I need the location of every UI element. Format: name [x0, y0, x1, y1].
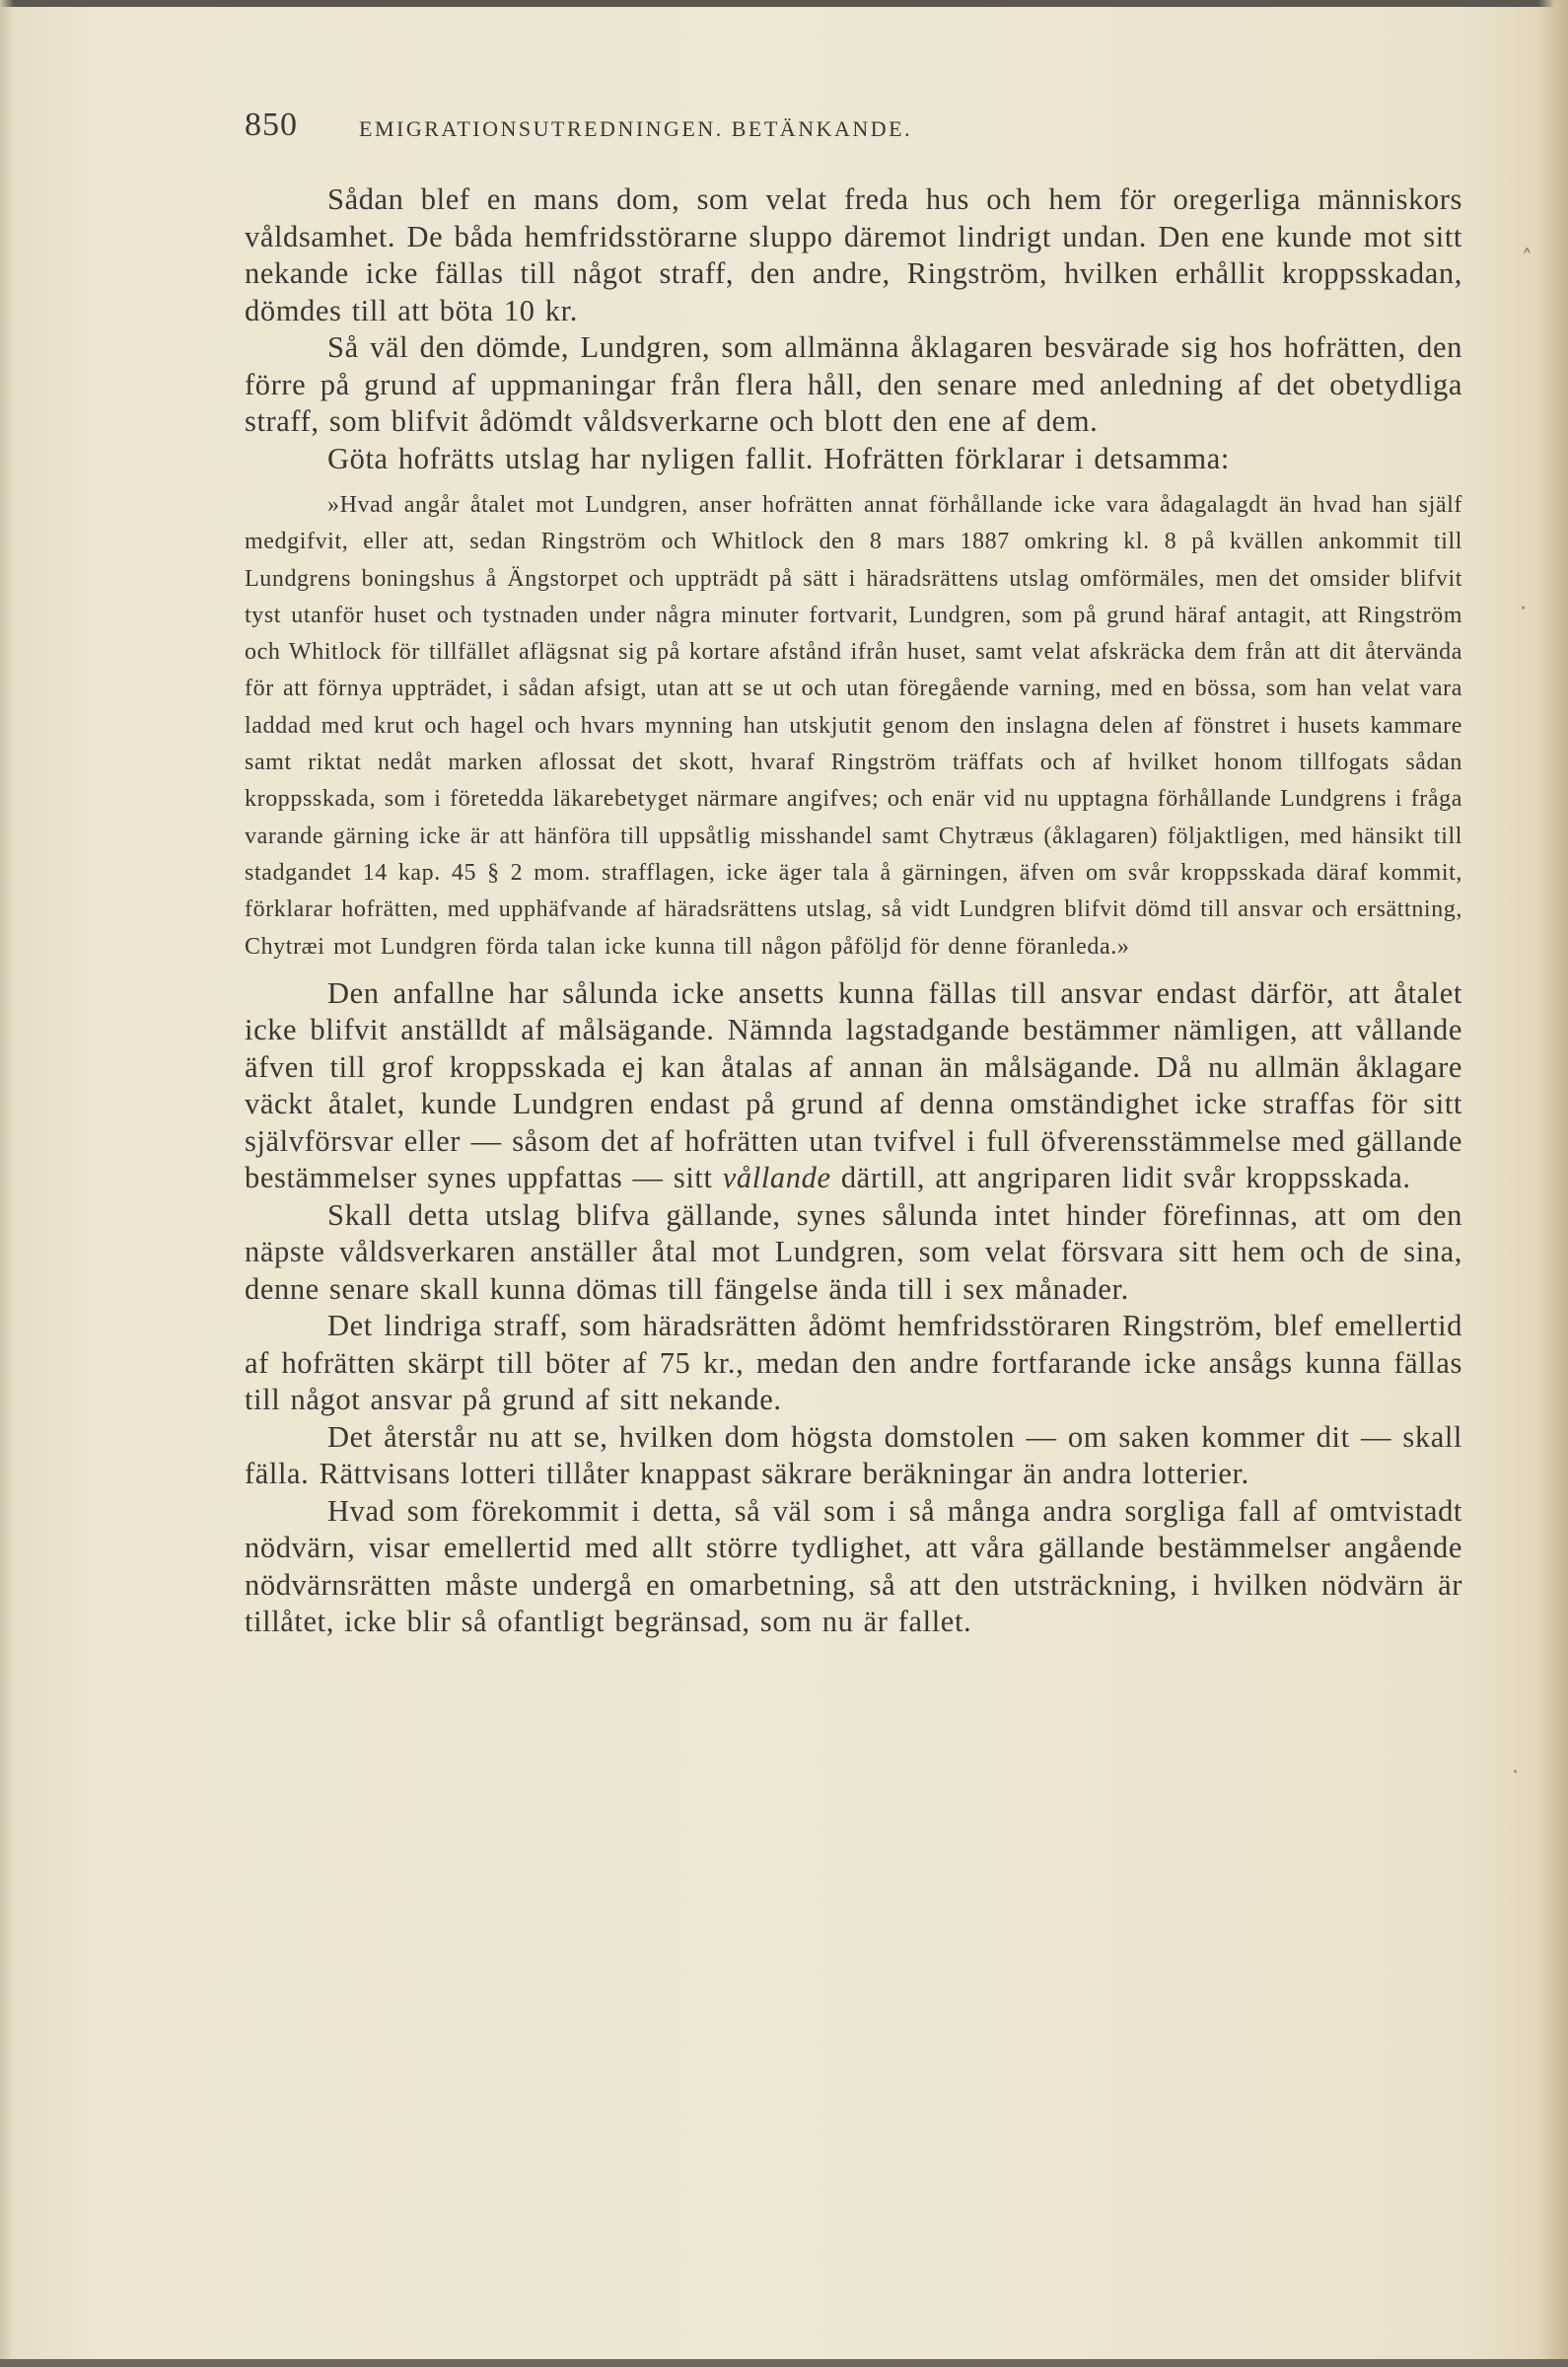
margin-spot: · [1520, 597, 1527, 621]
page-number: 850 [245, 107, 298, 143]
page-header [245, 107, 1462, 152]
margin-spot: · [1512, 1760, 1519, 1785]
paragraph-text: Den anfallne har sålunda icke ansetts kunna fällas till ansvar endast därför, att åtalet icke blifvit anställdt af målsägande. Nämnda lagstadgande bestämmer nämligen, att vållande äfven till grof kroppsskada ej kan åtalas af annan än målsägande. Då nu allmän åklagare väckt åtalet, kunde Lundgren endast på grund af denna omständighet icke straffas för sitt självförsvar eller — såsom det af hofrätten utan tvifvel i full öfverensstämmelse med gällande bestämmelser synes uppfattas — sitt [245, 975, 1462, 1195]
paragraph: Sådan blef en mans dom, som velat freda hus och hem för oregerliga människors våldsamhet. De båda hemfridsstörarne sluppo däremot lindrigt undan. Den ene kunde mot sitt nekande icke fällas till något straff, den andre, Ringström, hvilken erhållit kroppsskadan, dömdes till att böta 10 kr. [245, 182, 1462, 327]
paragraph: Det lindriga straff, som häradsrätten ådömt hemfridsstöraren Ringström, blef emellertid af hofrätten skärpt till böter af 75 kr., medan den andre fortfarande icke ansågs kunna fällas till något ansvar på grund af sitt nekande. [245, 1309, 1462, 1417]
running-title: EMIGRATIONSUTREDNINGEN. BETÄNKANDE. [359, 116, 913, 141]
emphasized-word: vållande [722, 1161, 831, 1195]
left-page-edge [0, 0, 14, 2367]
paragraph: Det återstår nu att se, hvilken dom högsta domstolen — om saken kommer dit — skall fälla. Rättvisans lotteri tillåter knappast säkrare beräkningar än andra lotterier. [245, 1419, 1462, 1491]
right-page-edge [1538, 0, 1568, 2367]
paragraph-text: därtill, att angriparen lidit svår kroppsskada. [830, 1161, 1411, 1195]
paragraph: Skall detta utslag blifva gällande, synes sålunda intet hinder förefinnas, att om den näpste våldsverkaren anställer åtal mot Lundgren, som velat försvara sitt hem och de sina, denne senare skall kunna dömas till fängelse ända till i sex månader. [245, 1197, 1462, 1306]
paragraph: Så väl den dömde, Lundgren, som allmänna åklagaren besvärade sig hos hofrätten, den förre på grund af uppmaningar från flera håll, den senare med anledning af det obetydliga straff, som blifvit ådömdt våldsverkarne och blott den ene af dem. [245, 330, 1462, 438]
paragraph: Göta hofrätts utslag har nyligen fallit. Hofrätten förklarar i detsamma: [327, 441, 1230, 475]
bottom-edge-rule [0, 2359, 1568, 2367]
paragraph [245, 975, 1462, 1197]
margin-spot: ˄ [1522, 247, 1532, 271]
paragraph: Hvad som förekommit i detta, så väl som i så många andra sorgliga fall af omtvistadt nödvärn, visar emellertid med allt större tydlighet, att våra gällande bestämmelser angående nödvärnsrätten måste undergå en omarbetning, så att den utsträckning, i hvilken nödvärn är tillåtet, icke blir så ofantligt begränsad, som nu är fallet. [245, 1493, 1462, 1639]
top-edge-rule [0, 0, 1568, 7]
court-ruling-quote: »Hvad angår åtalet mot Lundgren, anser hofrätten annat förhållande icke vara ådagalagdt än hvad han själf medgifvit, eller att, sedan Ringström och Whitlock den 8 mars 1887 omkring kl. 8 på kvällen ankommit till Lundgrens boningshus å Ängstorpet och uppträdt på sätt i häradsrättens utslag omförmäles, men det omsider blifvit tyst utanför huset och tystnaden under några minuter fortvarit, Lundgren, som på grund häraf antagit, att Ringström och Whitlock för tillfället aflägsnat sig på kortare afstånd ifrån huset, samt velat afskräcka dem från att dit återvända för att förnya uppträdet, i sådan afsigt, utan att se ut och utan föregående varning, med en bössa, som han velat vara laddad med krut och hagel och hvars mynning han utskjutit genom den inslagna delen af fönstret i husets kammare samt riktat nedåt marken aflossat det skott, hvaraf Ringström träffats och af hvilket honom tillfogats sådan kroppsskada, som i företedda läkarebetyget närmare angifves; och enär vid nu upptagna förhållande Lundgrens i fråga varande gärning icke är att hänföra till uppsåtlig misshandel samt Chytræus (åklagaren) följaktligen, med hänsikt till stadgandet 14 kap. 45 § 2 mom. strafflagen, icke äger tala å gärningen, äfven om svår kroppsskada däraf kommit, förklarar hofrätten, med upphäfvande af häradsrättens utslag, så vidt Lundgren blifvit dömd till ansvar och ersättning, Chytræi mot Lundgren förda talan icke kunna till någon påföljd för denne föranleda.» [245, 492, 1462, 960]
body-text [245, 181, 1462, 1641]
